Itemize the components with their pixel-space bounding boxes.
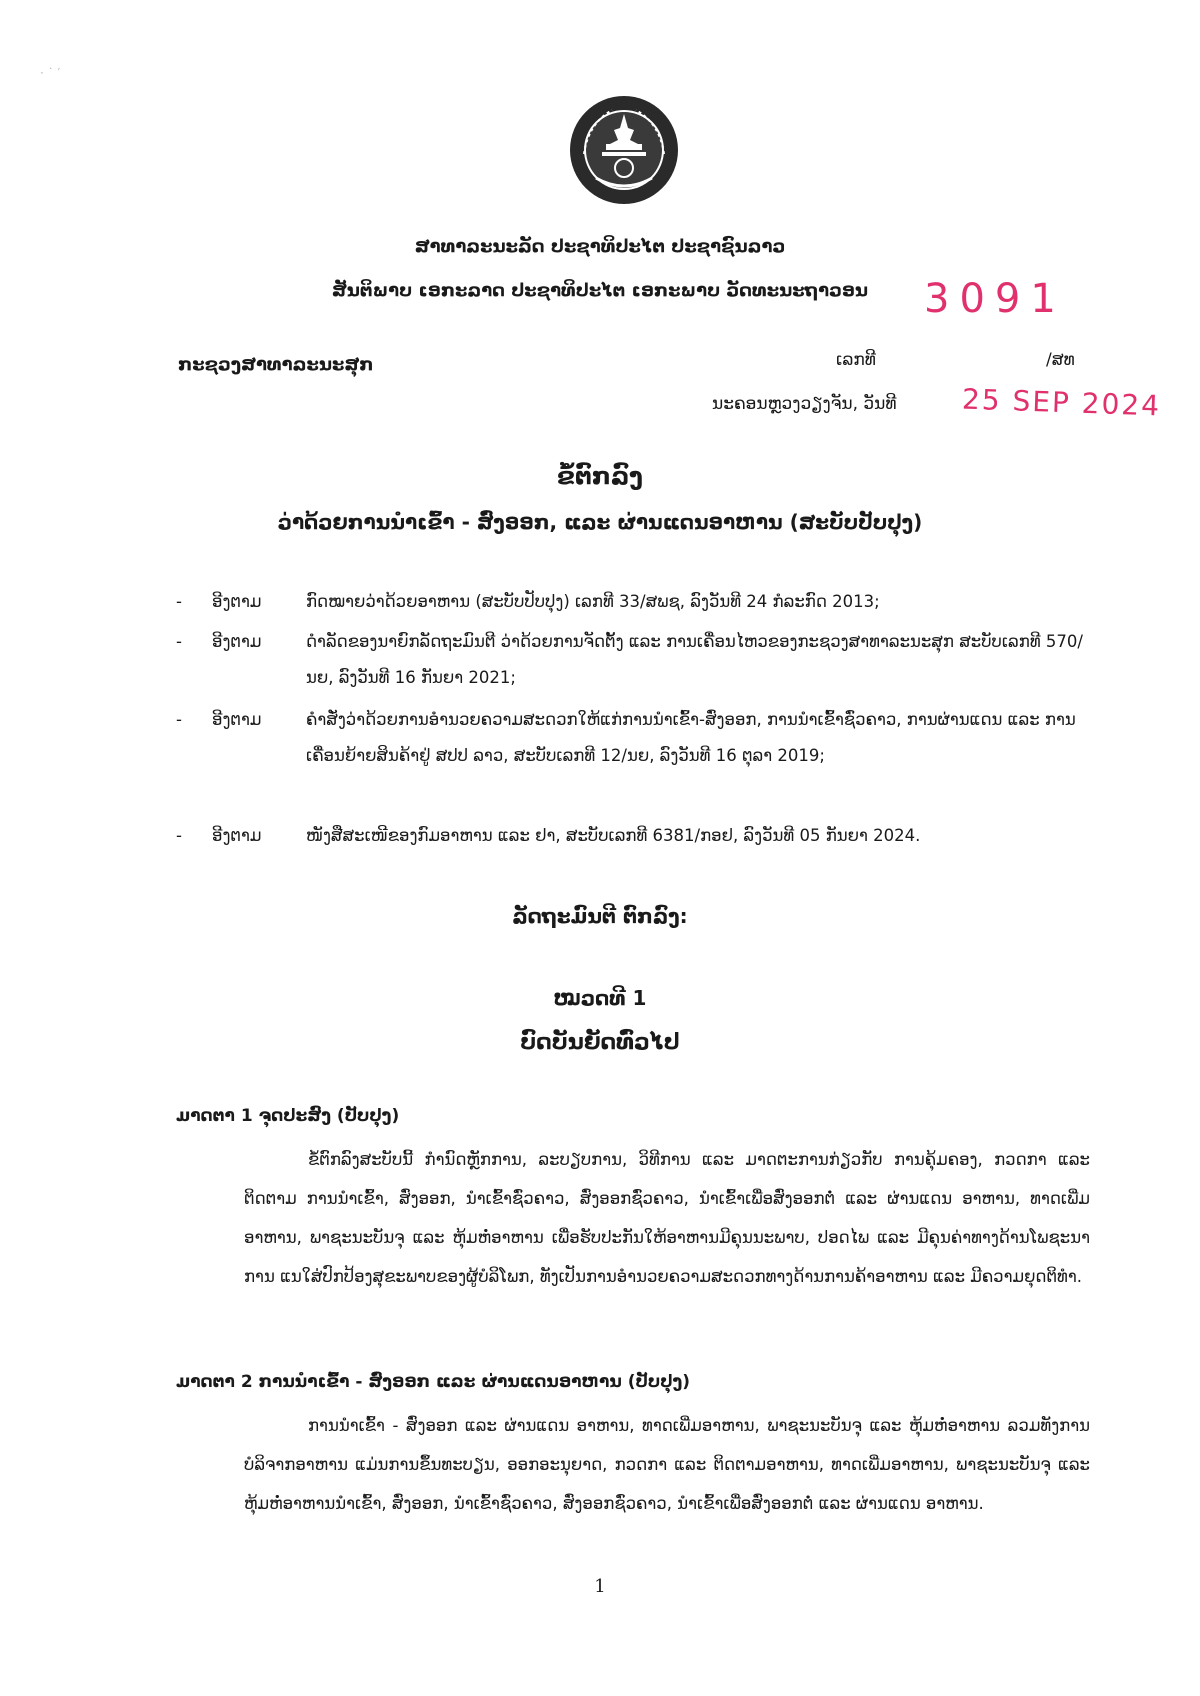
document-subtitle: ວ່າດ້ວຍການນໍາເຂົ້າ - ສົ່ງອອກ, ແລະ ຜ່ານແດນອາຫານ (ສະບັບປັບປຸງ) [277, 510, 923, 534]
reference-label: ອີງຕາມ [212, 826, 262, 845]
stamp-document-number: 3091 [924, 276, 1066, 322]
list-dash: - [176, 826, 182, 845]
reference-label: ອີງຕາມ [212, 632, 262, 651]
article-title: ມາດຕາ 1 ຈຸດປະສົງ (ປັບປຸງ) [176, 1106, 400, 1126]
date-prefix: ນະຄອນຫຼວງວຽງຈັນ, ວັນທີ [712, 394, 897, 414]
chapter-number: ໝວດທີ 1 [553, 986, 647, 1010]
reference-label: ອີງຕາມ [212, 592, 262, 611]
decree-heading: ລັດຖະມົນຕີ ຕົກລົງ: [512, 904, 688, 928]
article-body: ການນໍາເຂົ້າ - ສົ່ງອອກ ແລະ ຜ່ານແດນ ອາຫານ, ທາດເພີ່ມອາຫານ, ພາຊະນະບັນຈຸ ແລະ ຫຸ້ມຫໍ່ອາຫານ ລວມທັງການບໍລິຈາກອາຫານ ແມ່ນການຂຶ້ນທະບຽນ, ອອກອະນຸຍາດ, ກວດກາ ແລະ ຕິດຕາມອາຫານ, ທາດເພີ່ມອາຫານ, ພາຊະນະບັນຈຸ ແລະ ຫຸ້ມຫໍ່ອາຫານນໍາເຂົ້າ, ສົ່ງອອກ, ນໍາເຂົ້າຊົ່ວຄາວ, ສົ່ງອອກຊົ່ວຄາວ, ນໍາເຂົ້າເພື່ອສົ່ງອອກຕໍ່ ແລະ ຜ່ານແດນ ອາຫານ. [244, 1416, 1090, 1513]
document-title: ຂໍ້ຕົກລົງ [557, 462, 643, 490]
page-number: 1 [594, 1576, 606, 1597]
reference-text: ດໍາລັດຂອງນາຍົກລັດຖະມົນຕີ ວ່າດ້ວຍການຈັດຕັ້ງ ແລະ ການເຄື່ອນໄຫວຂອງກະຊວງສາທາລະນະສຸກ ສະບັບເລກທີ 570/ນຍ, ລົງວັນທີ 16 ກັນຍາ 2021; [306, 632, 1083, 687]
list-dash: - [176, 632, 182, 651]
stamp-date: 25 SEP 2024 [961, 382, 1162, 423]
article-body: ຂໍ້ຕົກລົງສະບັບນີ້ ກໍານົດຫຼັກການ, ລະບຽບການ, ວິທີການ ແລະ ມາດຕະການກ່ຽວກັບ ການຄຸ້ມຄອງ, ກວດກາ ແລະ ຕິດຕາມ ການນໍາເຂົ້າ, ສົ່ງອອກ, ນໍາເຂົ້າຊົ່ວຄາວ, ສົ່ງອອກຊົ່ວຄາວ, ນໍາເຂົ້າເພື່ອສົ່ງອອກຕໍ່ ແລະ ຜ່ານແດນ ອາຫານ, ທາດເພີ່ມອາຫານ, ພາຊະນະບັນຈຸ ແລະ ຫຸ້ມຫໍ່ອາຫານ ເພື່ອຮັບປະກັນໃຫ້ອາຫານມີຄຸນນະພາບ, ປອດໄພ ແລະ ມີຄຸນຄ່າທາງດ້ານໂພຊະນາການ ແນໃສ່ປົກປ້ອງສຸຂະພາບຂອງຜູ້ບໍລິໂພກ, ທັງເປັນການອໍານວຍຄວາມສະດວກທາງດ້ານການຄ້າອາຫານ ແລະ ມີຄວາມຍຸດຕິທໍາ. [244, 1150, 1090, 1286]
chapter-title: ບົດບັນຍັດທົ່ວໄປ [520, 1030, 680, 1055]
scan-specks: · ˙ ′ [40, 66, 61, 80]
reference-text: ໜັງສືສະເໜີຂອງກົມອາຫານ ແລະ ຢາ, ສະບັບເລກທີ 6381/ກອຢ, ລົງວັນທີ 05 ກັນຍາ 2024. [306, 826, 921, 845]
list-dash: - [176, 592, 182, 611]
reference-text: ຄໍາສັ່ງວ່າດ້ວຍການອໍານວຍຄວາມສະດວກໃຫ້ແກ່ການນໍາເຂົ້າ-ສົ່ງອອກ, ການນໍາເຂົ້າຊົ່ວຄາວ, ການຜ່ານແດນ ແລະ ການເຄື່ອນຍ້າຍສິນຄ້າຢູ່ ສປປ ລາວ, ສະບັບເລກທີ 12/ນຍ, ລົງວັນທີ 16 ຕຸລາ 2019; [306, 710, 1076, 765]
national-emblem-icon [568, 94, 680, 206]
country-header: ສາທາລະນະລັດ ປະຊາທິປະໄຕ ປະຊາຊົນລາວ [414, 236, 786, 257]
list-dash: - [176, 710, 182, 729]
motto-header: ສັນຕິພາບ ເອກະລາດ ປະຊາທິປະໄຕ ເອກະພາບ ວັດທະນະຖາວອນ [331, 280, 869, 301]
number-suffix: /ສທ [1046, 350, 1075, 370]
reference-label: ອີງຕາມ [212, 710, 262, 729]
article-title: ມາດຕາ 2 ການນໍາເຂົ້າ - ສົ່ງອອກ ແລະ ຜ່ານແດນອາຫານ (ປັບປຸງ) [176, 1372, 691, 1392]
ministry-name: ກະຊວງສາທາລະນະສຸກ [178, 354, 374, 375]
reference-text: ກົດໝາຍວ່າດ້ວຍອາຫານ (ສະບັບປັບປຸງ) ເລກທີ 33/ສພຊ, ລົງວັນທີ 24 ກໍລະກົດ 2013; [306, 592, 880, 611]
number-label: ເລກທີ [836, 350, 876, 370]
